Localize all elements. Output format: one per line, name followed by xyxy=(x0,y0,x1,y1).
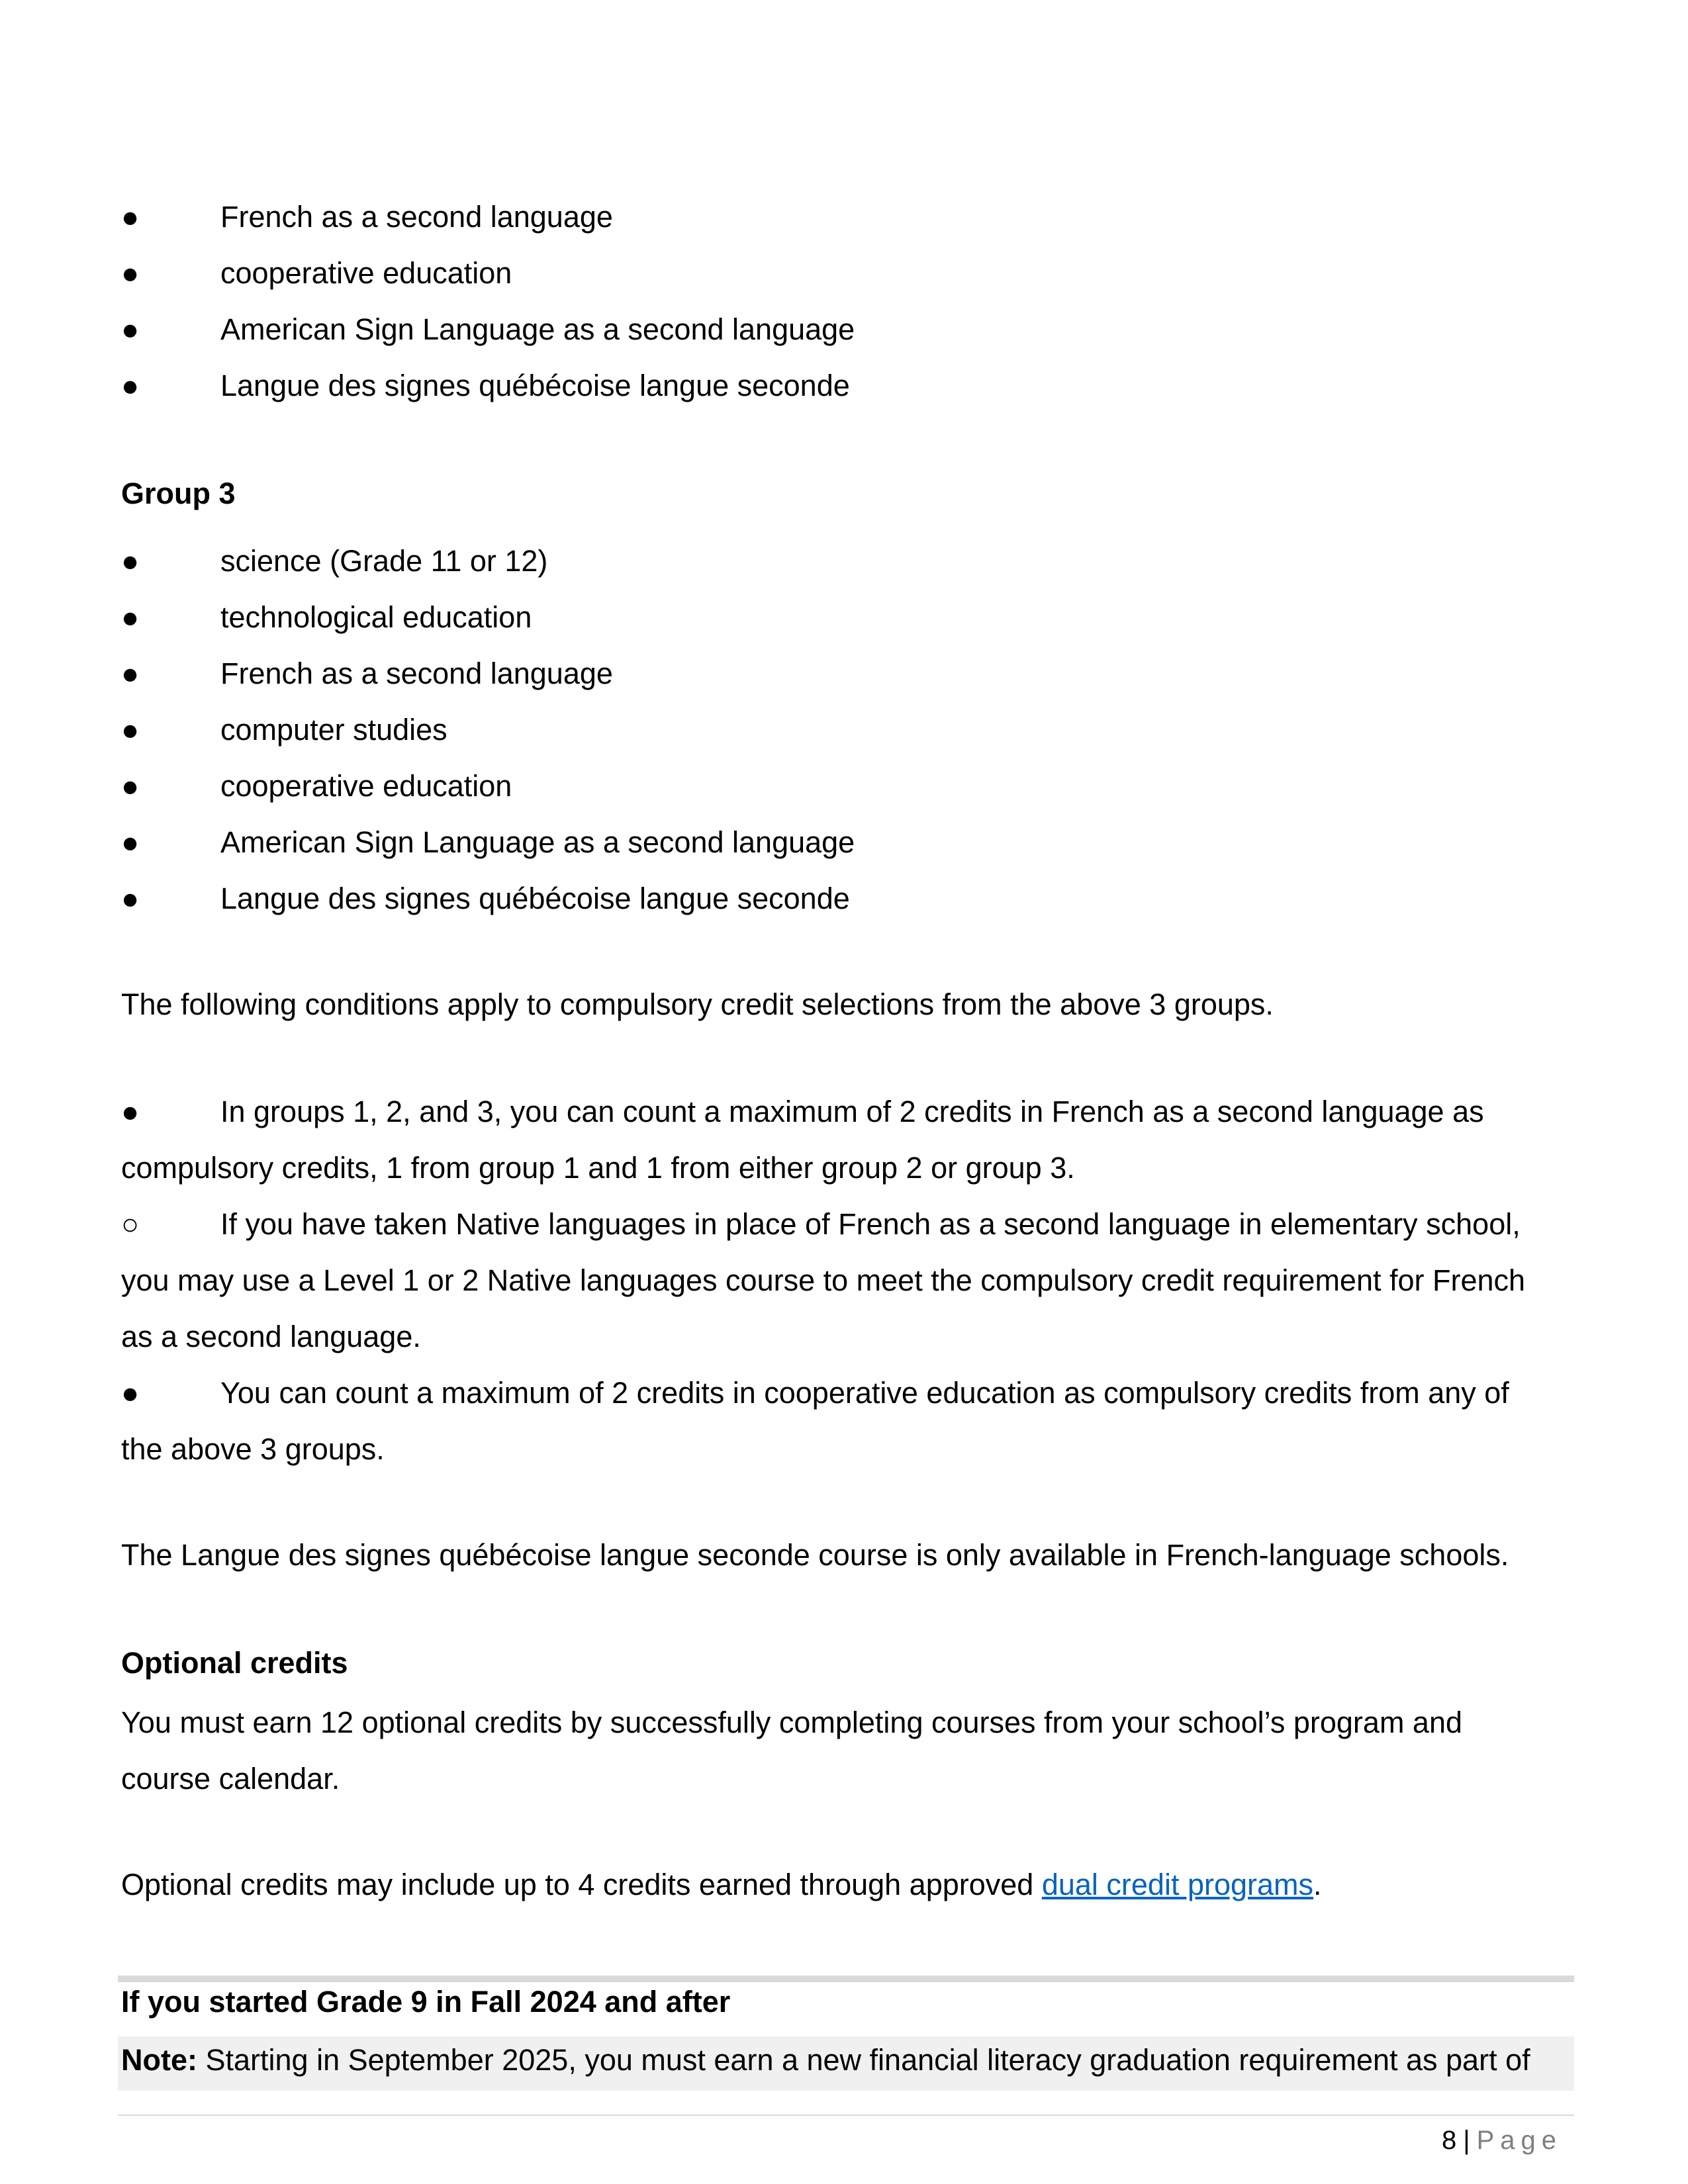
page-footer xyxy=(1442,2127,1562,2154)
bullet-dot: ● xyxy=(121,1095,140,1128)
bullet-dot: ● xyxy=(121,369,140,402)
optional-credits-p2-suffix: . xyxy=(1313,1868,1322,1901)
bullet-dot: ● xyxy=(121,1376,140,1410)
bullet-dot: ● xyxy=(121,657,140,690)
bullet-dot: ● xyxy=(121,882,140,915)
list-item: Langue des signes québécoise langue seconde xyxy=(220,369,850,402)
list-item: cooperative education xyxy=(220,769,512,803)
condition-1-line-2: compulsory credits, 1 from group 1 and 1 from either group 2 or group 3. xyxy=(121,1151,1075,1185)
list-item: cooperative education xyxy=(220,256,512,290)
condition-2-line-3: as a second language. xyxy=(121,1320,421,1353)
condition-2-line-2: you may use a Level 1 or 2 Native languages course to meet the compulsory credit requirement for French xyxy=(121,1263,1526,1297)
page-label: Page xyxy=(1476,2126,1562,2155)
list-item: science (Grade 11 or 12) xyxy=(220,544,548,578)
bullet-dot: ● xyxy=(121,600,140,634)
bullet-dot: ● xyxy=(121,312,140,346)
list-item: American Sign Language as a second language xyxy=(220,825,855,859)
conditions-intro: The following conditions apply to compulsory credit selections from the above 3 groups. xyxy=(121,987,1274,1021)
note-text: Starting in September 2025, you must earn a new financial literacy graduation requirement as part of xyxy=(197,2043,1530,2077)
optional-credits-p2 xyxy=(121,1870,1322,1899)
condition-3-line-2: the above 3 groups. xyxy=(121,1432,385,1466)
bullet-dot: ● xyxy=(121,200,140,234)
note-label: Note: xyxy=(121,2043,197,2077)
bullet-dot: ● xyxy=(121,544,140,578)
list-item: American Sign Language as a second language xyxy=(220,312,855,346)
condition-1-line-1: In groups 1, 2, and 3, you can count a maximum of 2 credits in French as a second language as xyxy=(220,1095,1484,1128)
grade9-note xyxy=(121,2045,1530,2075)
section-divider xyxy=(118,1976,1574,1982)
group3-heading: Group 3 xyxy=(121,477,236,510)
condition-2-line-1: If you have taken Native languages in place of French as a second language in elementary school, xyxy=(220,1207,1521,1241)
grade9-heading: If you started Grade 9 in Fall 2024 and after xyxy=(121,1985,731,2019)
optional-credits-p1-line-1: You must earn 12 optional credits by successfully completing courses from your school’s program and xyxy=(121,1706,1463,1739)
page-number: 8 xyxy=(1441,2126,1457,2155)
sub-bullet-circle: ○ xyxy=(121,1207,140,1241)
bullet-dot: ● xyxy=(121,769,140,803)
bullet-dot: ● xyxy=(121,256,140,290)
bullet-dot: ● xyxy=(121,713,140,747)
condition-3-line-1: You can count a maximum of 2 credits in cooperative education as compulsory credits from any of xyxy=(220,1376,1509,1410)
bullet-dot: ● xyxy=(121,825,140,859)
list-item: French as a second language xyxy=(220,657,613,690)
list-item: Langue des signes québécoise langue seconde xyxy=(220,882,850,915)
footer-rule xyxy=(118,2115,1574,2116)
list-item: French as a second language xyxy=(220,200,613,234)
optional-credits-p1-line-2: course calendar. xyxy=(121,1762,340,1796)
footer-separator: | xyxy=(1463,2126,1470,2155)
list-item: technological education xyxy=(220,600,532,634)
optional-credits-p2-prefix: Optional credits may include up to 4 credits earned through approved xyxy=(121,1868,1042,1901)
list-item: computer studies xyxy=(220,713,447,747)
lsq-note: The Langue des signes québécoise langue seconde course is only available in French-language schools. xyxy=(121,1538,1509,1572)
optional-credits-heading: Optional credits xyxy=(121,1646,348,1680)
dual-credit-programs-link[interactable]: dual credit programs xyxy=(1041,1868,1314,1901)
